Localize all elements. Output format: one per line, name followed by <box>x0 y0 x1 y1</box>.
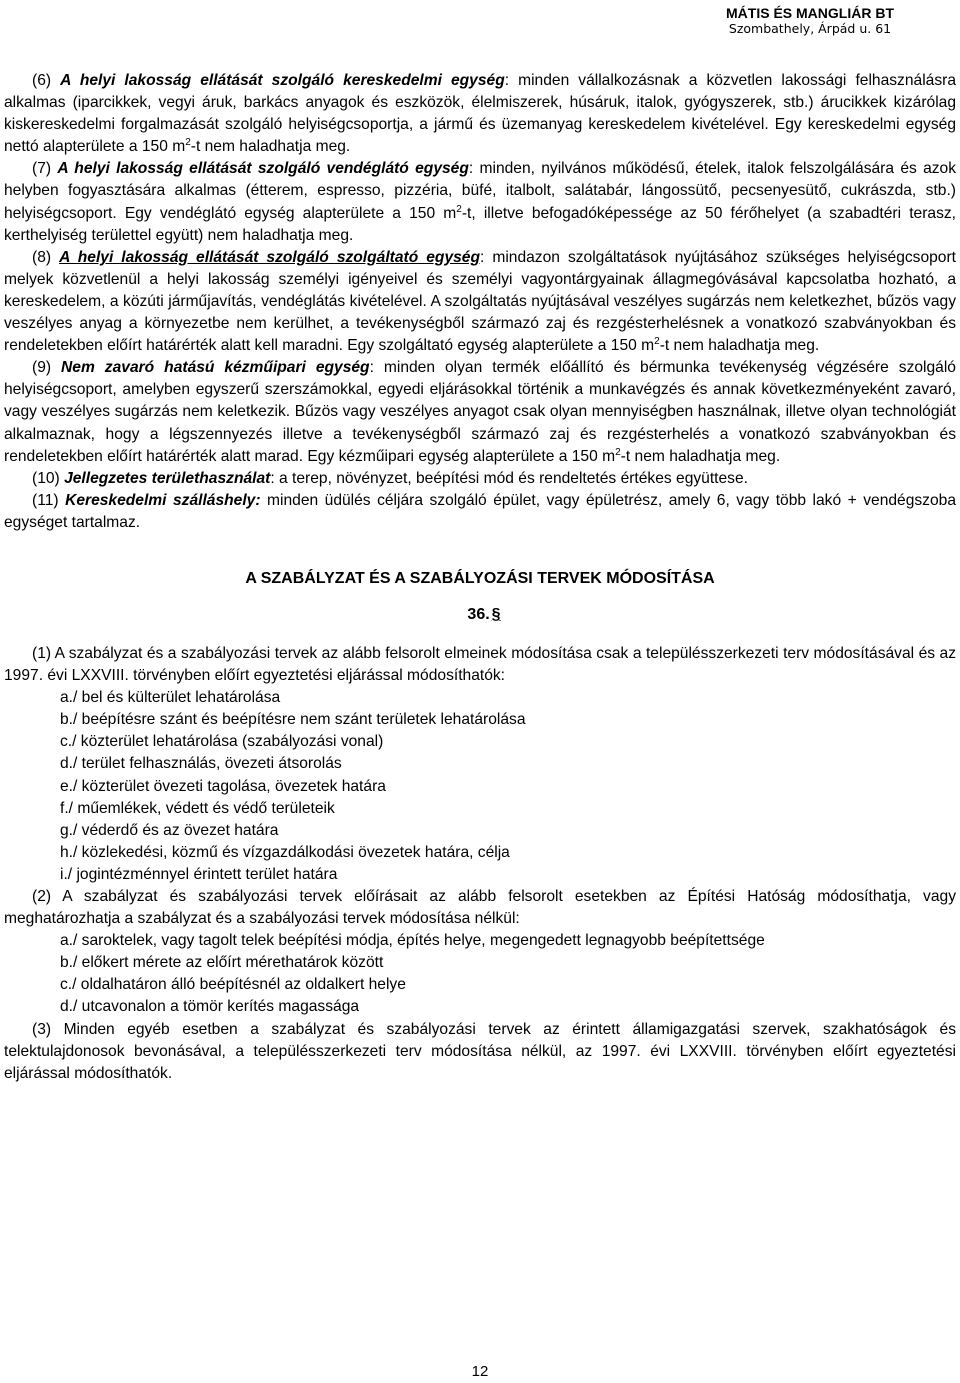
definition-8: (8) A helyi lakosság ellátását szolgáló szolgáltató egység: mindazon szolgáltatások nyújtásához szükséges helyiségcsoport melyek közvetlenül a helyi lakosság személyi igényeivel és személyi vagyontárgyainak állagmegóvásával kapcsolatba hozható, a kereskedelem, a közúti járműjavítás, vendéglátás kivételével. A szolgáltatás nyújtásával veszélyes sugárzás nem keletkezhet, bűzös vagy veszélyes anyag a környezetbe nem kerülhet, a tevékenységből származó zaj és rezgésterhelésnek a vonatkozó szabványokban és rendeletekben előírt határérték alatt kell maradni. Egy szolgáltató egység alapterülete a 150 $m^2-t$ nem haladhatja meg. <box>4 248 957 355</box>
company-address: Szombathely, Árpád u. 61 <box>728 21 892 36</box>
modification-list-1 <box>4 687 956 886</box>
document-body <box>4 70 956 1085</box>
list-item: f./ műemlékek, védett és védő területeik <box>60 799 335 817</box>
list-item: b./ beépítésre szánt és beépítésre nem szánt területek lehatárolása <box>60 711 526 729</box>
list-item: e./ közterület övezeti tagolása, övezetek határa <box>60 777 386 795</box>
list-item: h./ közlekedési, közmű és vízgazdálkodási övezetek határa, célja <box>60 843 510 861</box>
definition-term: Nem zavaró hatású kézműipari egység <box>61 359 370 377</box>
modification-paragraph-3: (3) Minden egyéb esetben a szabályzat és szabályozási tervek az érintett államigazgatási szervek, szakhatóságok és telektulajdonosok bevonásával, a településszerkezeti terv módosítása nélkül, az 1997. évi LXXVIII. törvényben előírt egyeztetési eljárással módosíthatók. <box>4 1020 956 1082</box>
definition-11: (11) Kereskedelmi szálláshely: minden üdülés céljára szolgáló épület, vagy épületrész, amely 6, vagy több lakó + vendégszoba egységet tartalmaz. <box>4 491 956 531</box>
list-item: b./ előkert mérete az előírt mérethatárok között <box>60 954 384 972</box>
list-item: d./ terület felhasználás, övezeti átsorolás <box>60 755 342 773</box>
page-header <box>660 4 960 36</box>
definition-term: A helyi lakosság ellátását szolgáló vendéglátó egység <box>57 160 469 178</box>
list-item: a./ bel és külterület lehatárolása <box>60 689 281 707</box>
definition-10: (10) Jellegzetes területhasználat: a terep, növényzet, beépítési mód és rendeltetés értékes együttese. <box>32 469 748 487</box>
list-item: i./ jogintézménnyel érintett terület határa <box>60 865 338 883</box>
definition-6: (6) A helyi lakosság ellátását szolgáló kereskedelmi egység: minden vállalkozásnak a közvetlen lakossági felhasználásra alkalmas (iparcikkek, vegyi áruk, barkács anyagok és eszközök, élelmiszerek, húsáruk, italok, gyógyszerek, stb.) árucikkek kizárólag kiskereskedelmi forgalmazását szolgáló helyiségcsoportja, a jármű és üzemanyag kereskedelem kivételével. Egy kereskedelmi egység nettó alapterülete a 150 $m^2-t$ nem haladhatja meg. <box>4 72 956 156</box>
definition-term: Kereskedelmi szálláshely: <box>65 491 261 509</box>
section-title: A SZABÁLYZAT ÉS A SZABÁLYOZÁSI TERVEK MÓDOSÍTÁSA <box>245 569 715 587</box>
definition-7: (7) A helyi lakosság ellátását szolgáló vendéglátó egység: minden, nyilvános működésű, ételek, italok felszolgálására és azok helyben fogyasztására alkalmas (étterem, espresso, pizzéria, büfé, italbolt, salátabár, lángossütő, pecsenyesütő, cukrászda, stb.) helyiségcsoport. Egy vendéglátó egység alapterülete a 150 $m^2-t$, illetve befogadóképessége az 50 férőhelyet (a szabadtéri terasz, kerthelyiség területtel együtt) nem haladhatja meg. <box>4 160 957 244</box>
definition-9: (9) Nem zavaró hatású kézműipari egység: minden olyan termék előállító és bérmunka tevékenység végzésére szolgáló helyiségcsoport, amelyben egyszerű szerszámokkal, egyedi eljárásokkal történik a munkavégzés és annak következményeként zavaró, vagy veszélyes sugárzás nem keletkezik. Bűzös vagy veszélyes anyagot csak olyan mennyiségben használnak, illetve olyan technológiát alkalmaznak, hogy a légszennyezés illetve a tevékenységből származó zaj és rezgésterhelés a vonatkozó szabványokban és rendeletekben előírt határérték alatt marad. Egy kézműipari egység alapterülete a 150 $m^2-t$ nem haladhatja meg. <box>4 359 956 465</box>
definition-term: A helyi lakosság ellátását szolgáló kereskedelmi egység <box>60 72 505 89</box>
section-number: 36. § <box>467 605 501 623</box>
modification-list-2 <box>4 930 956 1018</box>
list-item: g./ véderdő és az övezet határa <box>60 821 279 839</box>
section-symbol: § <box>491 605 501 623</box>
list-item: a./ saroktelek, vagy tagolt telek beépítési módja, építés helye, megengedett legnagyobb beépítettsége <box>60 932 765 950</box>
page-number: 12 <box>471 1363 489 1380</box>
modification-paragraph-1: (1) A szabályzat és a szabályozási tervek az alább felsorolt elmeinek módosítása csak a településszerkezeti terv módosításával és az 1997. évi LXXVIII. törvényben előírt egyeztetési eljárással módosíthatók: <box>4 644 956 685</box>
list-item: c./ oldalhatáron álló beépítésnél az oldalkert helye <box>60 976 406 994</box>
definition-term: Jellegzetes területhasználat <box>64 469 271 487</box>
list-item: c./ közterület lehatárolása (szabályozási vonal) <box>60 733 384 751</box>
list-item: d./ utcavonalon a tömör kerítés magassága <box>60 998 360 1016</box>
definition-term: A helyi lakosság ellátását szolgáló szolgáltató egység <box>59 248 480 266</box>
company-name: MÁTIS ÉS MANGLIÁR BT <box>726 5 894 21</box>
modification-paragraph-2: (2) A szabályzat és szabályozási tervek előírásait az alább felsorolt esetekben az Építési Hatóság módosíthatja, vagy meghatározhatja a szabályzat és a szabályozási tervek módosítása nélkül: <box>4 888 956 928</box>
